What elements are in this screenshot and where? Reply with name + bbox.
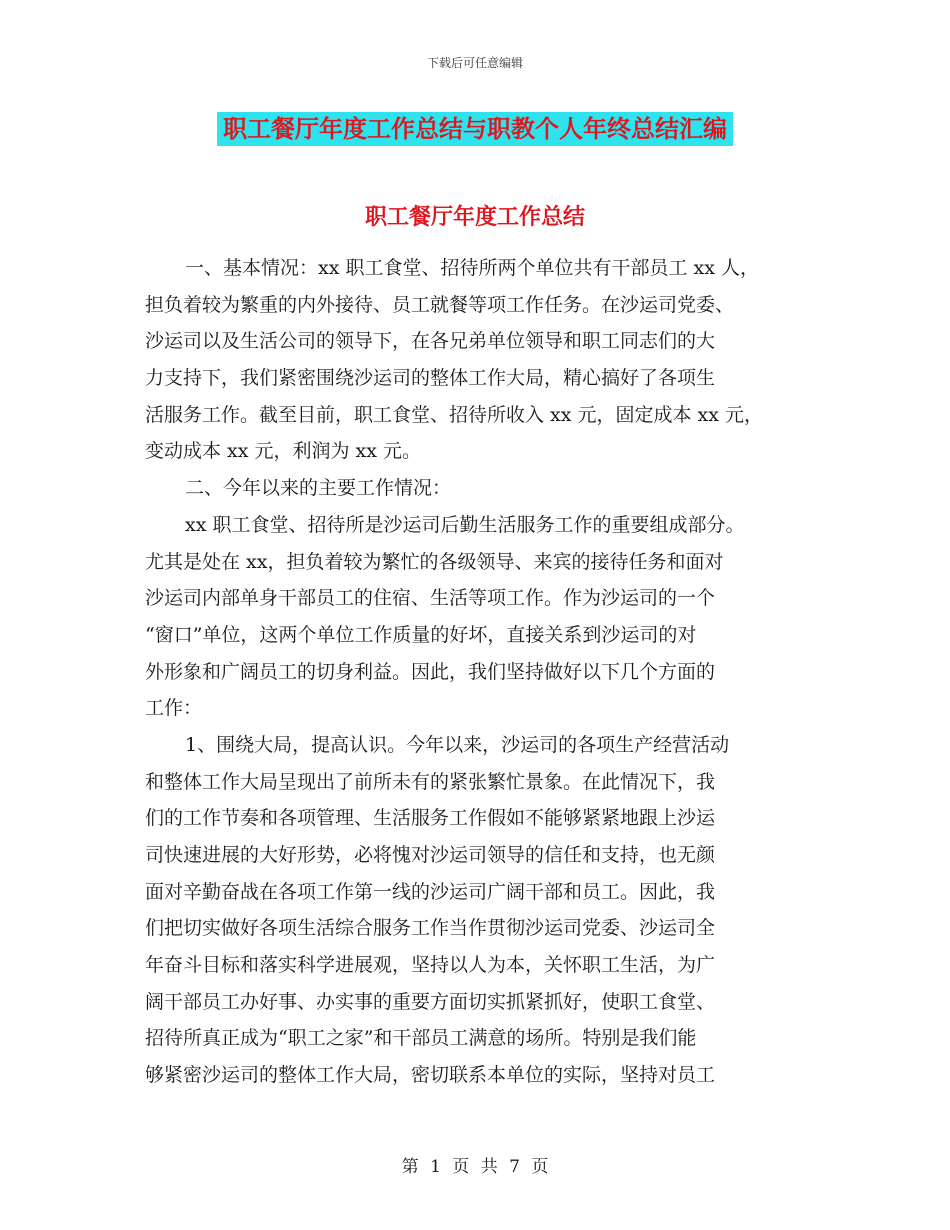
paragraph-line: 和整体工作大局呈现出了前所未有的紧张繁忙景象。在此情况下，我 [145, 770, 716, 793]
paragraph-line: 们把切实做好各项生活综合服务工作当作贯彻沙运司党委、沙运司全 [145, 917, 716, 940]
body-text [145, 250, 835, 1094]
header-note: 下载后可任意编辑 [426, 56, 523, 70]
doc-title: 职工餐厅年度工作总结与职教个人年终总结汇编 [217, 112, 733, 146]
paragraph-line: 1、围绕大局，提高认识。今年以来，沙运司的各项生产经营活动 [185, 733, 730, 756]
paragraph-line: 沙运司以及生活公司的领导下，在各兄弟单位领导和职工同志们的大 [145, 330, 716, 353]
paragraph-line: 们的工作节奏和各项管理、生活服务工作假如不能够紧紧地跟上沙运 [145, 807, 716, 830]
paragraph-line: 工作： [145, 697, 203, 720]
paragraph-line: 担负着较为繁重的内外接待、员工就餐等项工作任务。在沙运司党委、 [145, 293, 735, 316]
paragraph-line: “窗口”单位，这两个单位工作质量的好坏，直接关系到沙运司的对 [145, 623, 697, 646]
paragraph-line: 面对辛勤奋战在各项工作第一线的沙运司广阔干部和员工。因此，我 [145, 880, 716, 903]
paragraph-line: 活服务工作。截至目前，职工食堂、招待所收入 xx 元，固定成本 xx 元， [145, 403, 764, 426]
paragraph-line: 阔干部员工办好事、办实事的重要方面切实抓紧抓好，使职工食堂、 [145, 990, 716, 1013]
paragraph-line: 尤其是处在 xx，担负着较为繁忙的各级领导、来宾的接待任务和面对 [145, 550, 724, 573]
paragraph-line: 一、基本情况：xx 职工食堂、招待所两个单位共有干部员工 xx 人， [185, 257, 759, 279]
paragraph-line: 变动成本 xx 元，利润为 xx 元。 [145, 440, 422, 463]
paragraph-line: 够紧密沙运司的整体工作大局，密切联系本单位的实际，坚持对员工 [145, 1064, 716, 1087]
paragraph-line: 招待所真正成为“职工之家”和干部员工满意的场所。特别是我们能 [145, 1027, 697, 1050]
section-title: 职工餐厅年度工作总结 [364, 204, 585, 230]
paragraph-line: 二、今年以来的主要工作情况： [185, 477, 452, 500]
paragraph-line: xx 职工食堂、招待所是沙运司后勤生活服务工作的重要组成部分。 [185, 513, 745, 536]
paragraph-line: 司快速进展的大好形势，必将愧对沙运司领导的信任和支持，也无颜 [145, 844, 716, 866]
paragraph-line: 力支持下，我们紧密围绕沙运司的整体工作大局，精心搞好了各项生 [145, 367, 716, 390]
paragraph-line: 沙运司内部单身干部员工的住宿、生活等项工作。作为沙运司的一个 [145, 587, 716, 610]
doc-title-container [0, 112, 950, 146]
paragraph-line: 年奋斗目标和落实科学进展观，坚持以人为本，关怀职工生活，为广 [145, 954, 716, 977]
page-footer: 第 1 页 共 7 页 [401, 1157, 549, 1177]
paragraph-line: 外形象和广阔员工的切身利益。因此，我们坚持做好以下几个方面的 [145, 660, 716, 683]
